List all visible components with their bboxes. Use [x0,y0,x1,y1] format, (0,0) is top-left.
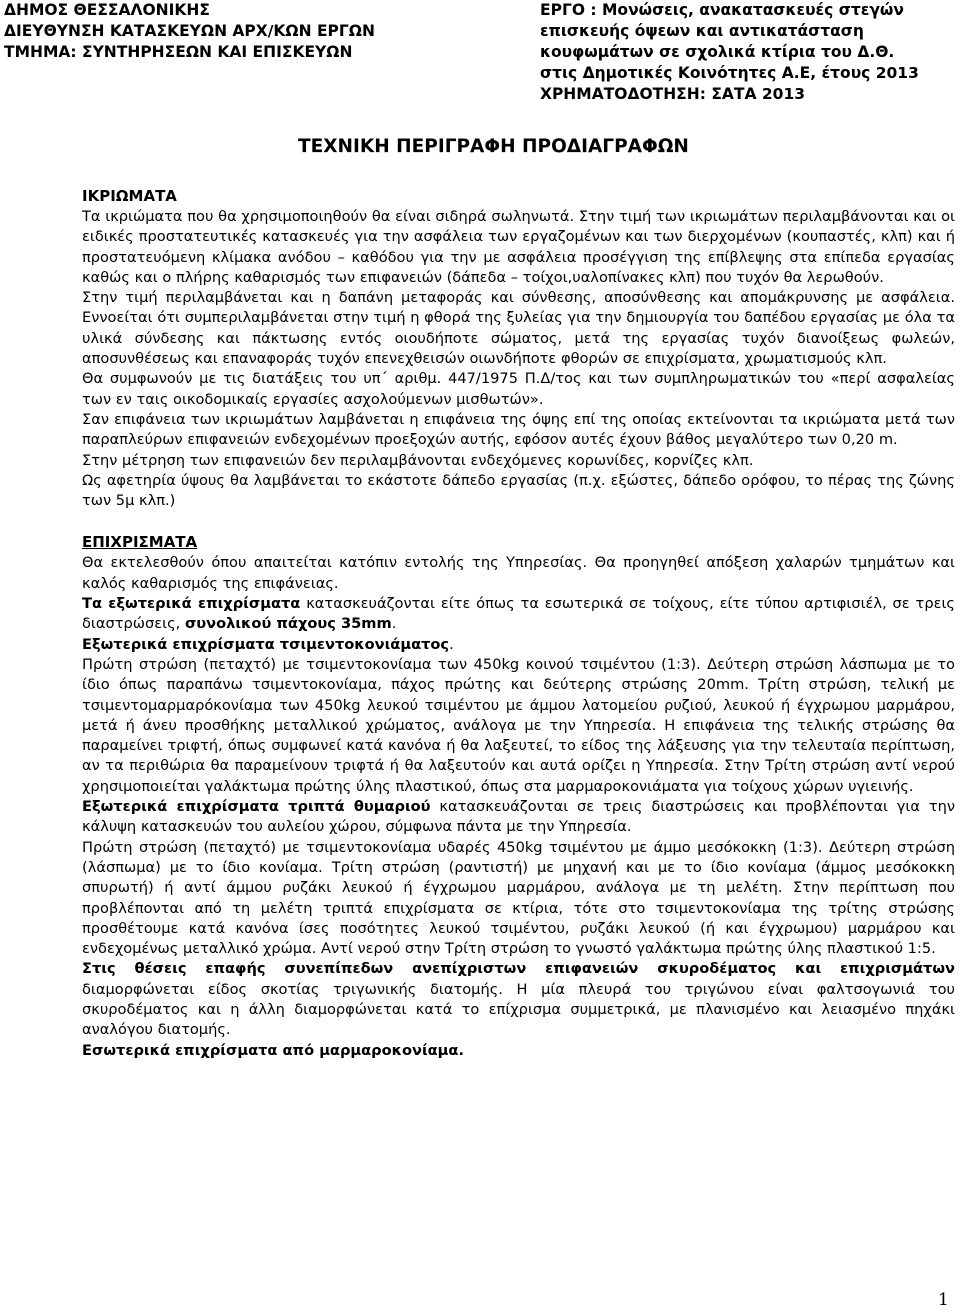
paragraph: Θα εκτελεσθούν όπου απαιτείται κατόπιν εντολής της Υπηρεσίας. Θα προηγηθεί απόξεση χαλαρών τμημάτων και καλός καθαρισμός της επιφάνειας. [82,554,955,592]
subheading: Εξωτερικά επιχρίσματα τσιμεντοκονιάματος [82,635,450,653]
header-right [540,0,919,105]
paragraph [82,959,955,1040]
text-run: κατασκευάζονται είτε όπως τα εσωτερικά σε τοίχους, είτε τύπου αρτιφισιέλ, σε τρεις διαστρώσεις, [82,595,955,633]
paragraph: Ως αφετηρία ύψους θα λαμβάνεται το εκάστοτε δάπεδο εργασίας (π.χ. εξώστες, δάπεδο ορόφου, το πέρας της ζώνης των 5μ κλπ.) [82,471,955,510]
header-left [4,0,375,63]
paragraph: Στην μέτρηση των επιφανειών δεν περιλαμβάνονται ενδεχόμενες κορωνίδες, κορνίζες κλπ. [82,451,754,469]
header-municipality: ΔΗΜΟΣ ΘΕΣΣΑΛΟΝΙΚΗΣ [4,1,210,19]
text-run: . [449,635,454,653]
paragraph [82,797,955,838]
paragraph [82,594,955,635]
header-directorate: ΔΙΕΥΘΥΝΣΗ ΚΑΤΑΣΚΕΥΩΝ ΑΡΧ/ΚΩΝ ΕΡΓΩΝ [4,22,375,40]
header-project: ΕΡΓΟ : Μονώσεις, ανακατασκευές στεγών [540,1,904,19]
subheading: Εξωτερικά επιχρίσματα τριπτά θυμαριού [82,798,431,816]
page-number: 1 [938,1290,949,1310]
bold-phrase: Τα εξωτερικά επιχρίσματα [82,595,301,613]
subheading: Εσωτερικά επιχρίσματα από μαρμαροκονίαμα. [82,1041,464,1059]
text-run: . [391,615,397,633]
section-heading-scaffolding: ΙΚΡΙΩΜΑΤΑ [82,187,177,205]
paragraph [82,1041,955,1061]
paragraph: Σαν επιφάνεια των ικριωμάτων λαμβάνεται η επιφάνεια της όψης επί της οποίας εκτείνονται τα ικριώματα μετά των παραπλεύρων επιφανειών ενδεχομένων προεξοχών αυτής, εφόσον αυτές έχουν βάθος μεγαλύτερο των 0,20 m. [82,410,955,449]
paragraph [82,635,955,655]
header-project-line4: στις Δημοτικές Κοινότητες Α.Ε, έτους 2013 [540,64,919,82]
paragraph: Πρώτη στρώση (πεταχτό) με τσιμεντοκονίαμα υδαρές 450kg τσιμέντου με άμμο μεσόκοκκη (1:3). Δεύτερη στρώση (λάσπωμα) με το ίδιο κονίαμα. Τρίτη στρώση (ραντιστή) με μηχανή και με το ίδιο κονίαμα (άμμος μεσόκοκκη σπυρωτή) ή αντί άμμου ρυζάκι λευκού ή έγχρωμου μαρμάρου, ανάλογα με τη μελέτη. Στην περίπτωση που προβλέπονται από τη μελέτη τριπτά επιχρίσματα σε κτίρια, τότε στο τσιμεντοκονίαμα της τρίτης στρώσης προσθέτουμε κατά κανόνα ίσες ποσότητες λευκού τσιμέντου, ρυζάκι λευκού (ή και έγχρωμου) μαρμάρου και ενδεχομένως μεταλλικό χρώμα. Αντί νερού στην Τρίτη στρώση το γνωστό γαλάκτωμα πρώτης ύλης πλαστικού 1:5. [82,838,955,958]
paragraph: Θα συμφωνούν με τις διατάξεις του υπ΄ αριθμ. 447/1975 Π.Δ/τος και των συμπληρωματικών του «περί ασφαλείας των εν ταις οικοδομικαίς εργασίες ασχολούμενων μισθωτών». [82,370,955,408]
header-department: ΤΜΗΜΑ: ΣΥΝΤΗΡΗΣΕΩΝ ΚΑΙ ΕΠΙΣΚΕΥΩΝ [4,43,353,61]
page-title: ΤΕΧΝΙΚΗ ΠΕΡΙΓΡΑΦΗ ΠΡΟΔΙΑΓΡΑΦΩΝ [298,136,689,157]
text-run: κατασκευάζονται σε τρεις διαστρώσεις και προβλέπονται για την κάλυψη κατασκευών του αυλείου χώρου, σύμφωνα πάντα με την Υπηρεσία. [82,798,956,836]
section-heading-plaster: ΕΠΙΧΡΙΣΜΑΤΑ [82,533,198,552]
paragraph: Στην τιμή περιλαμβάνεται και η δαπάνη μεταφοράς και σύνθεσης, αποσύνθεσης και απομάκρυνσης με ασφάλεια. Εννοείται ότι συμπεριλαμβάνεται στην τιμή η φθορά της ξυλείας για την δημιουργία του δαπέδου εργασίας με όλα τα υλικά σύνδεσης και πάκτωσης εντός οιουδήποτε σώματος, μετά της εργασίας τυχόν διανοίξεως φωλεών, αποσυνθέσεως και επαναφοράς τυχόν επενεχθεισών οιωνδήποτε φθορών σε επιχρίσματα, χρωματισμούς κλπ. [82,289,955,368]
bold-phrase: συνολικού πάχους 35mm [184,615,392,633]
paragraph: Τα ικριώματα που θα χρησιμοποιηθούν θα είναι σιδηρά σωληνωτά. Στην τιμή των ικριωμάτων περιλαμβάνονται και οι ειδικές προστατευτικές κατασκευές για την ασφάλεια των εργαζομένων και των διερχομένων (κουπαστές, κλπ) και ή προστατευόμενη κλίμακα ανόδου – καθόδου για την με ασφάλεια προσέγγιση της επίβλεψης στα επίπεδα εργασίας καθώς και ο πλήρης καθαρισμός των επιφανειών (δάπεδα – τοίχοι,υαλοπίνακες κλπ) που τυχόν θα λερωθούν. [82,208,955,286]
subheading: Στις θέσεις επαφής συνεπίπεδων ανεπίχριστων επιφανειών σκυροδέματος και επιχρισμάτων [82,960,955,978]
paragraph: Πρώτη στρώση (πεταχτό) με τσιμεντοκονίαμα των 450kg κοινού τσιμέντου (1:3). Δεύτερη στρώση λάσπωμα με το ίδιο όπως παραπάνω τσιμεντοκονίαμα, πάχος πρώτης και δεύτερης στρώσης 20mm. Τρίτη στρώση, τελική με τσιμεντομαρμαρόκονίαμα των 450kg λευκού τσιμέντου με άμμου λατομείου ρυζιού, λευκού ή έγχρωμου μαρμάρου, μετά ή άνευ προσθήκης μεταλλικού χρώματος, ανάλογα με την Υπηρεσία. Η επιφάνεια της τελικής στρώσης θα παραμείνει τριφτή, όπως συμφωνεί κατά κανόνα ή θα λαξευτεί, το είδος της λάξευσης για την τελευταία περίπτωση, αν τα περιθώρια θα παραμείνουν τριφτά ή θα λαξευτούν και αυτά ορίζει η Υπηρεσία. Στην Τρίτη στρώση αντί νερού χρησιμοποιείται γαλάκτωμα πρώτης ύλης πλαστικού, όπως στα μαρμαροκονιάματα για τοίχους χώρων υγιεινής. [82,655,955,795]
text-run: διαμορφώνεται είδος σκοτίας τριγωνικής διατομής. Η μία πλευρά του τριγώνου είναι φαλτσογωνιά του σκυροδέματος και η άλλη διαμορφώνεται κατά το επίχρισμα συμμετρικά, με πλανισμένο και λειασμένο πηχάκι αναλόγου διατομής. [82,980,955,1039]
document-body [82,185,955,1061]
header-project-line2: επισκευής όψεων και αντικατάσταση [540,22,864,40]
header-project-line3: κουφωμάτων σε σχολικά κτίρια του Δ.Θ. [540,43,895,61]
header-funding: ΧΡΗΜΑΤΟΔΟΤΗΣΗ: ΣΑΤΑ 2013 [540,85,806,103]
